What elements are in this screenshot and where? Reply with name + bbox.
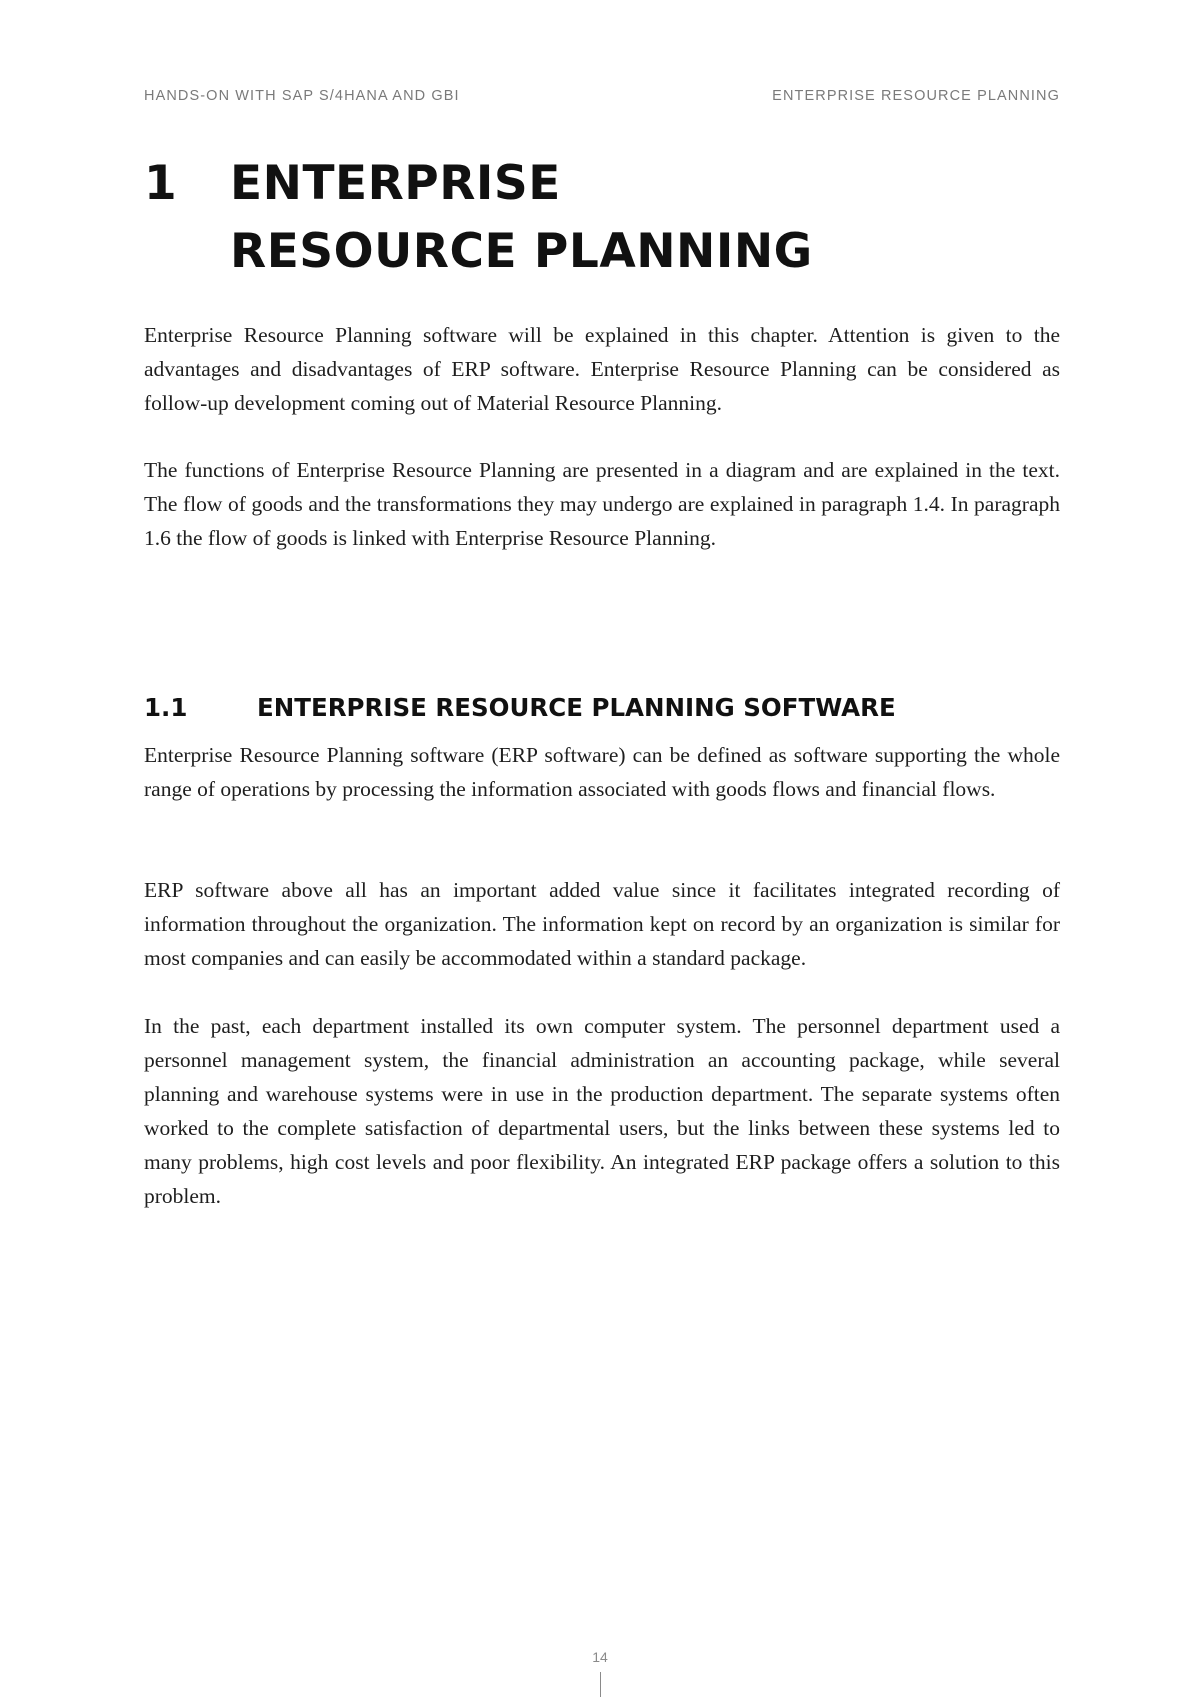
section-paragraph: In the past, each department installed its own computer system. The personnel department used a personnel management system, the financial administration an accounting package, while several planning and warehouse systems were in use in the production department. The separate systems often worked to the complete satisfaction of departmental users, but the links between these systems led to many problems, high cost levels and poor flexibility. An integrated ERP package offers a solution to this problem. bbox=[144, 1014, 1060, 1208]
page-number: 14 bbox=[592, 1649, 608, 1665]
chapter-number: 1 bbox=[144, 156, 178, 211]
page-number-rule bbox=[600, 1672, 601, 1697]
section-number: 1.1 bbox=[144, 693, 188, 722]
section-title: ENTERPRISE RESOURCE PLANNING SOFTWARE bbox=[257, 693, 896, 722]
section-paragraph: Enterprise Resource Planning software (ERP software) can be defined as software supporting the whole range of operations by processing the information associated with goods flows and financial flows. bbox=[144, 743, 1060, 801]
intro-paragraph: Enterprise Resource Planning software will be explained in this chapter. Attention is given to the advantages and disadvantages of ERP software. Enterprise Resource Planning can be considered as follow-up development coming out of Material Resource Planning. bbox=[144, 323, 1060, 415]
section-heading bbox=[144, 691, 1060, 725]
chapter-title: ENTERPRISE RESOURCE PLANNING bbox=[230, 156, 813, 279]
intro-paragraph: The functions of Enterprise Resource Planning are presented in a diagram and are explained in the text. The flow of goods and the transformations they may undergo are explained in paragraph 1.4. In paragraph 1.6 the flow of goods is linked with Enterprise Resource Planning. bbox=[144, 458, 1060, 550]
running-header-left: HANDS-ON WITH SAP S/4HANA AND GBI bbox=[144, 88, 460, 104]
chapter-heading bbox=[144, 150, 1060, 286]
section-paragraph: ERP software above all has an important added value since it facilitates integrated recording of information throughout the organization. The information kept on record by an organization is similar for most companies and can easily be accommodated within a standard package. bbox=[144, 878, 1060, 970]
running-header bbox=[144, 88, 1060, 104]
running-header-right: ENTERPRISE RESOURCE PLANNING bbox=[772, 88, 1060, 104]
